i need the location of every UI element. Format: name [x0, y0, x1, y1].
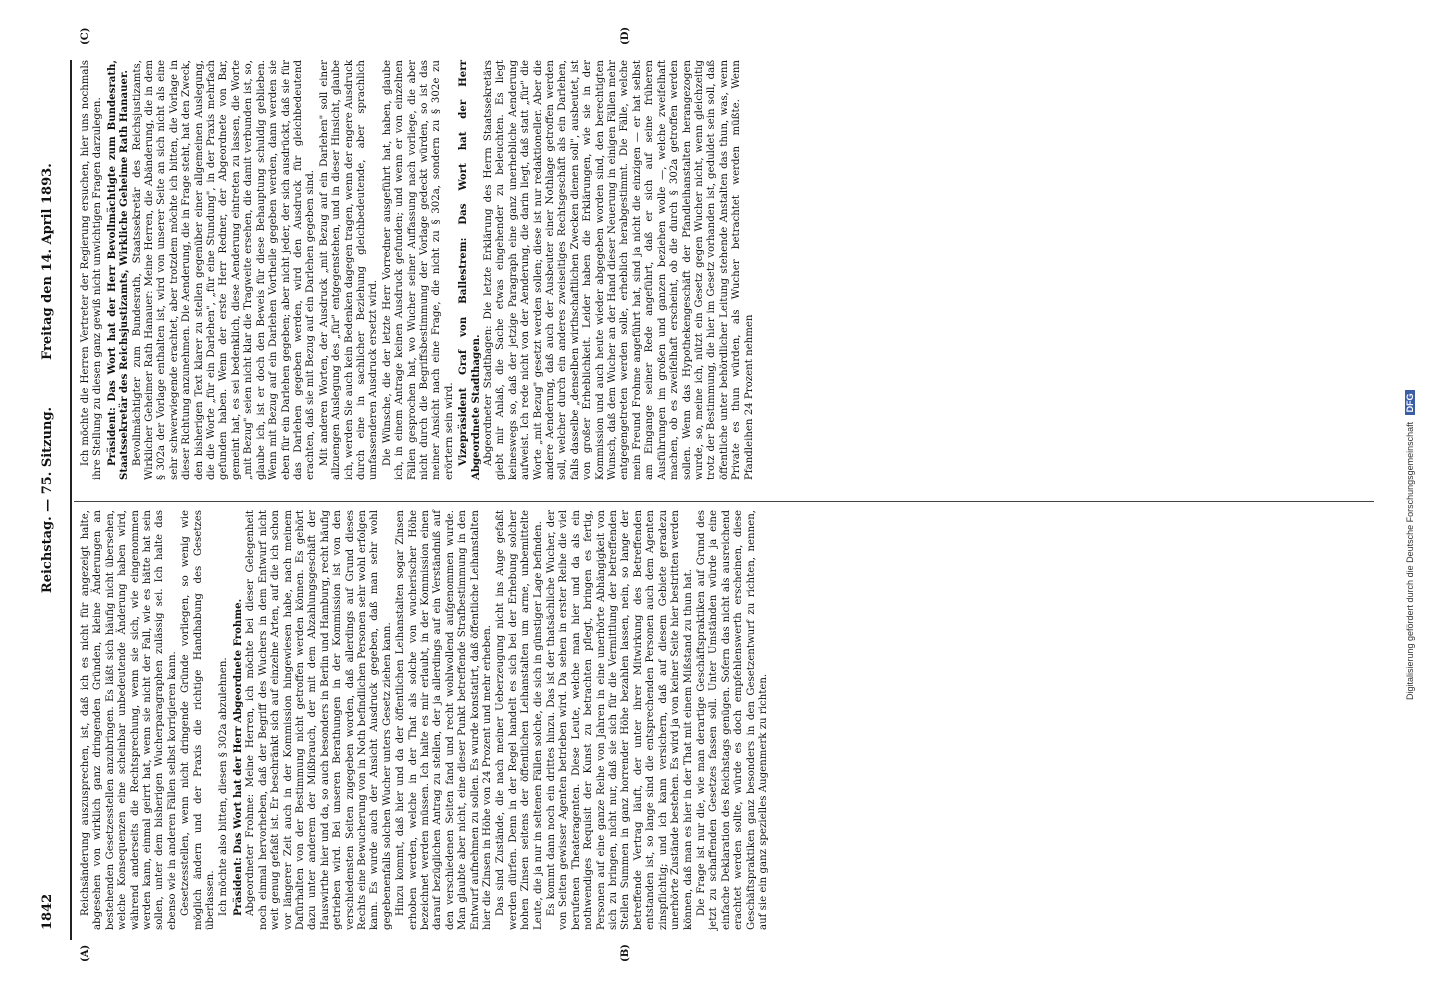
paragraph: Abgeordneter Stadthagen: Die letzte Erklärung des Herrn Staatssekretärs giebt mir Anlaß, die Sache etwas eingehender zu beleuchten. Es liegt keineswegs so, daß der jetzige Paragraph eine ganz unerhebliche Aenderung aufweist. Ich rede nicht von der Aenderung, die darin liegt, daß statt „für" die Worte „mit Bezug" gesetzt werden sollen; diese ist nur redaktioneller. Aber die andere Aenderung, daß auch der Ausbeuter einer Nothlage getroffen werden soll, welcher durch ein anderes zweiseitiges Rechtsgeschäft als ein Darlehen, falls dasselbe „denselben wirthschaftlichen Zwecken dienen soll", ausbeutet, ist von großer Erheblichkeit. Leider haben die Erklärungen, wie sie in der Kommission und auch heute wieder abgegeben worden sind, den berechtigten Wunsch, daß dem Wucher an der Hand dieser Neuerung in einigen Fällen mehr entgegengetreten werden solle, erheblich herabgestimmt. Die Fälle, welche mein Freund Frohme angeführt hat, sind ja nicht die einzigen — er hat selbst am Eingange seiner Rede angeführt, daß er sich auf seine früheren Ausführungen im großen und ganzen beziehen wolle —, welche zweifelhaft machen, ob es zweifelhaft erscheint, ob die durch § 302a getroffen werden sollen. Wenn das Hypothekengeschäft der Pfandleihanstalten herangezogen wurde, so, meine ich, nützt ein Gesetz gegen Wucher nicht, wenn gleichzeitig trotz der Bestimmung, die hier im Gesetz vorhanden ist, geduldet sein soll, daß öffentliche unter behördlicher Leitung stehende Anstalten das thun, was, wenn Private es thun würden, als Wucher betrachtet werden müßte. Wenn Pfandleihen 24 Prozent nehmen: [483, 60, 755, 480]
paragraph: Ich möchte also bitten, diesen § 302a abzulehnen.: [218, 657, 230, 916]
digitization-credit: [1405, 390, 1415, 700]
speaker-paragraph: Präsident: Das Wort hat der Herr Bevollmächtigte zum Bundesrath, Staatssekretär des Reichsjustizamts, Wirkliche Geheime Rath Hanauer.: [105, 60, 131, 480]
column-divider: [74, 501, 1374, 502]
header-rule: [70, 60, 72, 940]
margin-mark-c: (C): [80, 27, 91, 45]
speaker-paragraph: Vizepräsident Graf von Ballestrem: Das Wort hat der Herr Abgeordnete Stadthagen.: [457, 60, 482, 480]
paragraph: Mit anderen Worten, der Ausdruck „mit Bezug auf ein Darlehen" soll einer allzuengen Auslegung des „für" entgegenstehen, und in dieser Hinsicht, glaube ich, werden Sie auch kein Bedenken dagegen tragen, wenn der engere Ausdruck durch eine in sachlicher Beziehung gleichbedeutende, aber sprachlich umfassenderen Ausdruck ersetzt wird.: [318, 60, 380, 480]
page-number: 1842: [40, 893, 55, 930]
paragraph: Das sind Zustände, die nach meiner Ueberzeugung nicht ins Auge gefaßt werden dürfen. Denn in der Regel handelt es sich bei der Erhebung solcher hohen Zinsen seitens der öffentlichen Leihanstalten um arme, unbemittelte Leute, die ja nur in seltenen Fällen solche, die sich in günstiger Lage befinden.: [495, 510, 544, 930]
paragraph: Bevollmächtigter zum Bundesrath, Staatssekretär des Reichsjustizamts, Wirklicher Geheimer Rath Hanauer: Meine Herren, die Abänderung, die in dem § 302a der Vorlage enthalten ist, wird von unserer Seite an sich nicht als eine sehr schwerwiegende erachtet, aber trotzdem möchte ich bitten, die Vorlage in dieser Richtung anzunehmen. Die Aenderung, die in Frage steht, hat den Zweck, den bisherigen Text klarer zu stellen gegenüber einer allgemeinen Auslegung, die die Worte „für ein Darlehen", „für eine Stundung", in der Praxis mehrfach gefunden haben. Wenn der erste Herr Redner, der Abgeordnete von Bar, gemeint hat, es sei bedenklich, diese Aenderung eintreten zu lassen, die Worte „mit Bezug" seien nicht klar die Tragweite ersehen, die damit verbunden ist, so, glaube ich, ist er doch den Beweis für diese Behauptung schuldig geblieben. Wenn mit Bezug auf ein Darlehen Vortheile gegeben werden, dann werden sie eben für ein Darlehen gegeben; aber nicht jeder, der sich ausdrückt, daß sie für das Darlehen gegeben werden, wird den Ausdruck für gleichbedeutend erachten, daß sie mit Bezug auf ein Darlehen gegeben sind.: [131, 60, 317, 480]
dfg-badge: DFG: [1405, 390, 1415, 415]
credit-text: Digitalisierung gefördert durch die Deutsche Forschungsgemeinschaft: [1405, 421, 1415, 700]
paragraph: Die Wünsche, die der letzte Herr Vorredner ausgeführt hat, haben, glaube ich, in einem Antrage keinen Ausdruck gefunden; und wenn er von einzelnen Fällen gesprochen hat, wo Wucher seiner Auffassung nach vorliege, die aber nicht durch die Begriffsbestimmung der Vorlage gedeckt würden, so ist das meiner Ansicht nach eine Frage, die nicht zu § 302a, sondern zu § 302e zu erörtern sein wird.: [381, 60, 455, 480]
right-text-column: [80, 60, 757, 480]
margin-mark-b: (B): [620, 944, 631, 962]
session-date: Freitag den 14. April 1893.: [40, 163, 55, 360]
paragraph: Abgeordneter Frohme: Meine Herren, ich möchte bei dieser Gelegenheit noch einmal hervorheben, daß der Begriff des Wuchers in dem Entwurf nicht weit genug gefaßt ist. Er beschränkt sich auf einzelne Arten, auf die ich schon vor längerer Zeit auch in der Kommission hingewiesen habe, nach meinem Dafürhalten von der Bestimmung nicht getroffen werden können. Es gehört dazu unter anderem der Mißbrauch, der mit dem Abzahlungsgeschäft der Hauswirthe hier und da, so auch besonders in Berlin und Hamburg, recht häufig getrieben wird. Bei unseren Berathungen in der Kommission ist von den verschiedensten Seiten zugegeben worden, daß allerdings auf Grund dieses Rechts eine Bewucherung von in Noth befindlichen Personen sehr wohl erfolgen kann. Es wurde auch der Ansicht Ausdruck gegeben, daß man sehr wohl gegebenenfalls solchen Wucher unters Gesetz ziehen kann.: [245, 510, 393, 930]
paragraph: Gesetzesstellen, wenn nicht dringende Gründe vorliegen, so wenig wie möglich ändern und der Praxis die richtige Handhabung des Gesetzes überlassen.: [180, 510, 217, 930]
paragraph: Ich möchte die Herren Vertreter der Regierung ersuchen, hier uns nochmals ihre Stellung zu diesen ganz gewiß nicht unwichtigen Fragen darzulegen.: [80, 60, 104, 480]
left-text-column: [80, 510, 771, 930]
paragraph: Die Frage ist nur die, wie man derartige Geschäftspraktiken auf Grund des jetzt zu schaffenden Gesetzes fassen soll. Unter Umständen würde ja eine einfache Deklaration des Reichstags genügen. Sofern das nicht als ausreichend erachtet werden sollte, würde es doch empfehlenswerth erscheinen, diese Geschäftspraktiken ganz besonders in den Gesetzentwurf zu richten, nennen, auf sie ein ganz spezielles Augenmerk zu richten.: [695, 510, 769, 930]
paragraph: Hinzu kommt, daß hier und da der öffentlichen Leihanstalten sogar Zinsen erhoben werden, welche in der That als solche von wucherischer Höhe bezeichnet werden müssen. Ich halte es mir erlaubt, in der Kommission einen darauf bezüglichen Antrag zu stellen, der ja allerdings auf ein Verständniß auf den verschiedenen Seiten fand und recht wohlwollend aufgenommen wurde. Man glaubte aber nicht, eine dieser Punkt betreffende Strafbestimmung in den Entwurf aufnehmen zu sollen. Es wurde konstatirt, daß öffentliche Leihanstalten hier die Zinsen in Höhe von 24 Prozent und mehr erheben.: [395, 510, 493, 930]
paragraph: Es kommt dann noch ein drittes hinzu. Das ist der thatsächliche Wucher, der von Seiten gewisser Agenten betrieben wird. Da sehen in erster Reihe die viel berufenen Theateragenten. Diese Leute, welche man hier und da als ein nothwendiges Requisit der Kunst zu betrachten pflegt, bringen es fertig, Personen auf eine ganze Reihe von Jahren in eine unerhörte Abhängigkeit von sich zu bringen, nicht nur, daß sie sich für die Vermittlung der betreffenden Stellen Summen in ganz horrender Höhe bezahlen lassen, nein, so lange der betreffende Vertrag läuft, der unter ihrer Mitwirkung des Betreffenden entstanden ist, so lange sind die entsprechenden Personen auch dem Agenten zinspflichtig; und ich kann versichern, daß auf diesem Gebiete geradezu unerhörte Zustände bestehen. Es wird ja von keiner Seite hier bestritten werden können, daß man es hier in der That mit einem Mißstand zu thun hat.: [546, 510, 694, 930]
margin-mark-d: (D): [620, 26, 631, 45]
speaker-paragraph: Präsident: Das Wort hat der Herr Abgeordnete Frohme.: [231, 598, 244, 916]
margin-mark-a: (A): [80, 944, 91, 962]
paragraph: Reichsänderung auszusprechen, ist, daß ich es nicht für angezeigt halte, abgesehen von wirklich ganz dringenden Gründen, kleine Änderungen an bestehenden Gesetzesstellen anzubringen. Es läßt sich häufig nicht übersehen, welche Konsequenzen eine scheinbar unbedeutende Änderung haben wird, während anderseits die Rechtsprechung, wenn sie sich, wie eingenommen werden kann, einmal geirrt hat, wenn sie nicht der Fall, wie es hätte hat sein sollen, unter dem bisherigen Wucherparagraphen zulässig sei. Ich halte das ebenso wie in anderen Fällen selbst korrigieren kann.: [80, 510, 178, 930]
page-title: Reichstag. — 75. Sitzung.: [40, 406, 55, 594]
